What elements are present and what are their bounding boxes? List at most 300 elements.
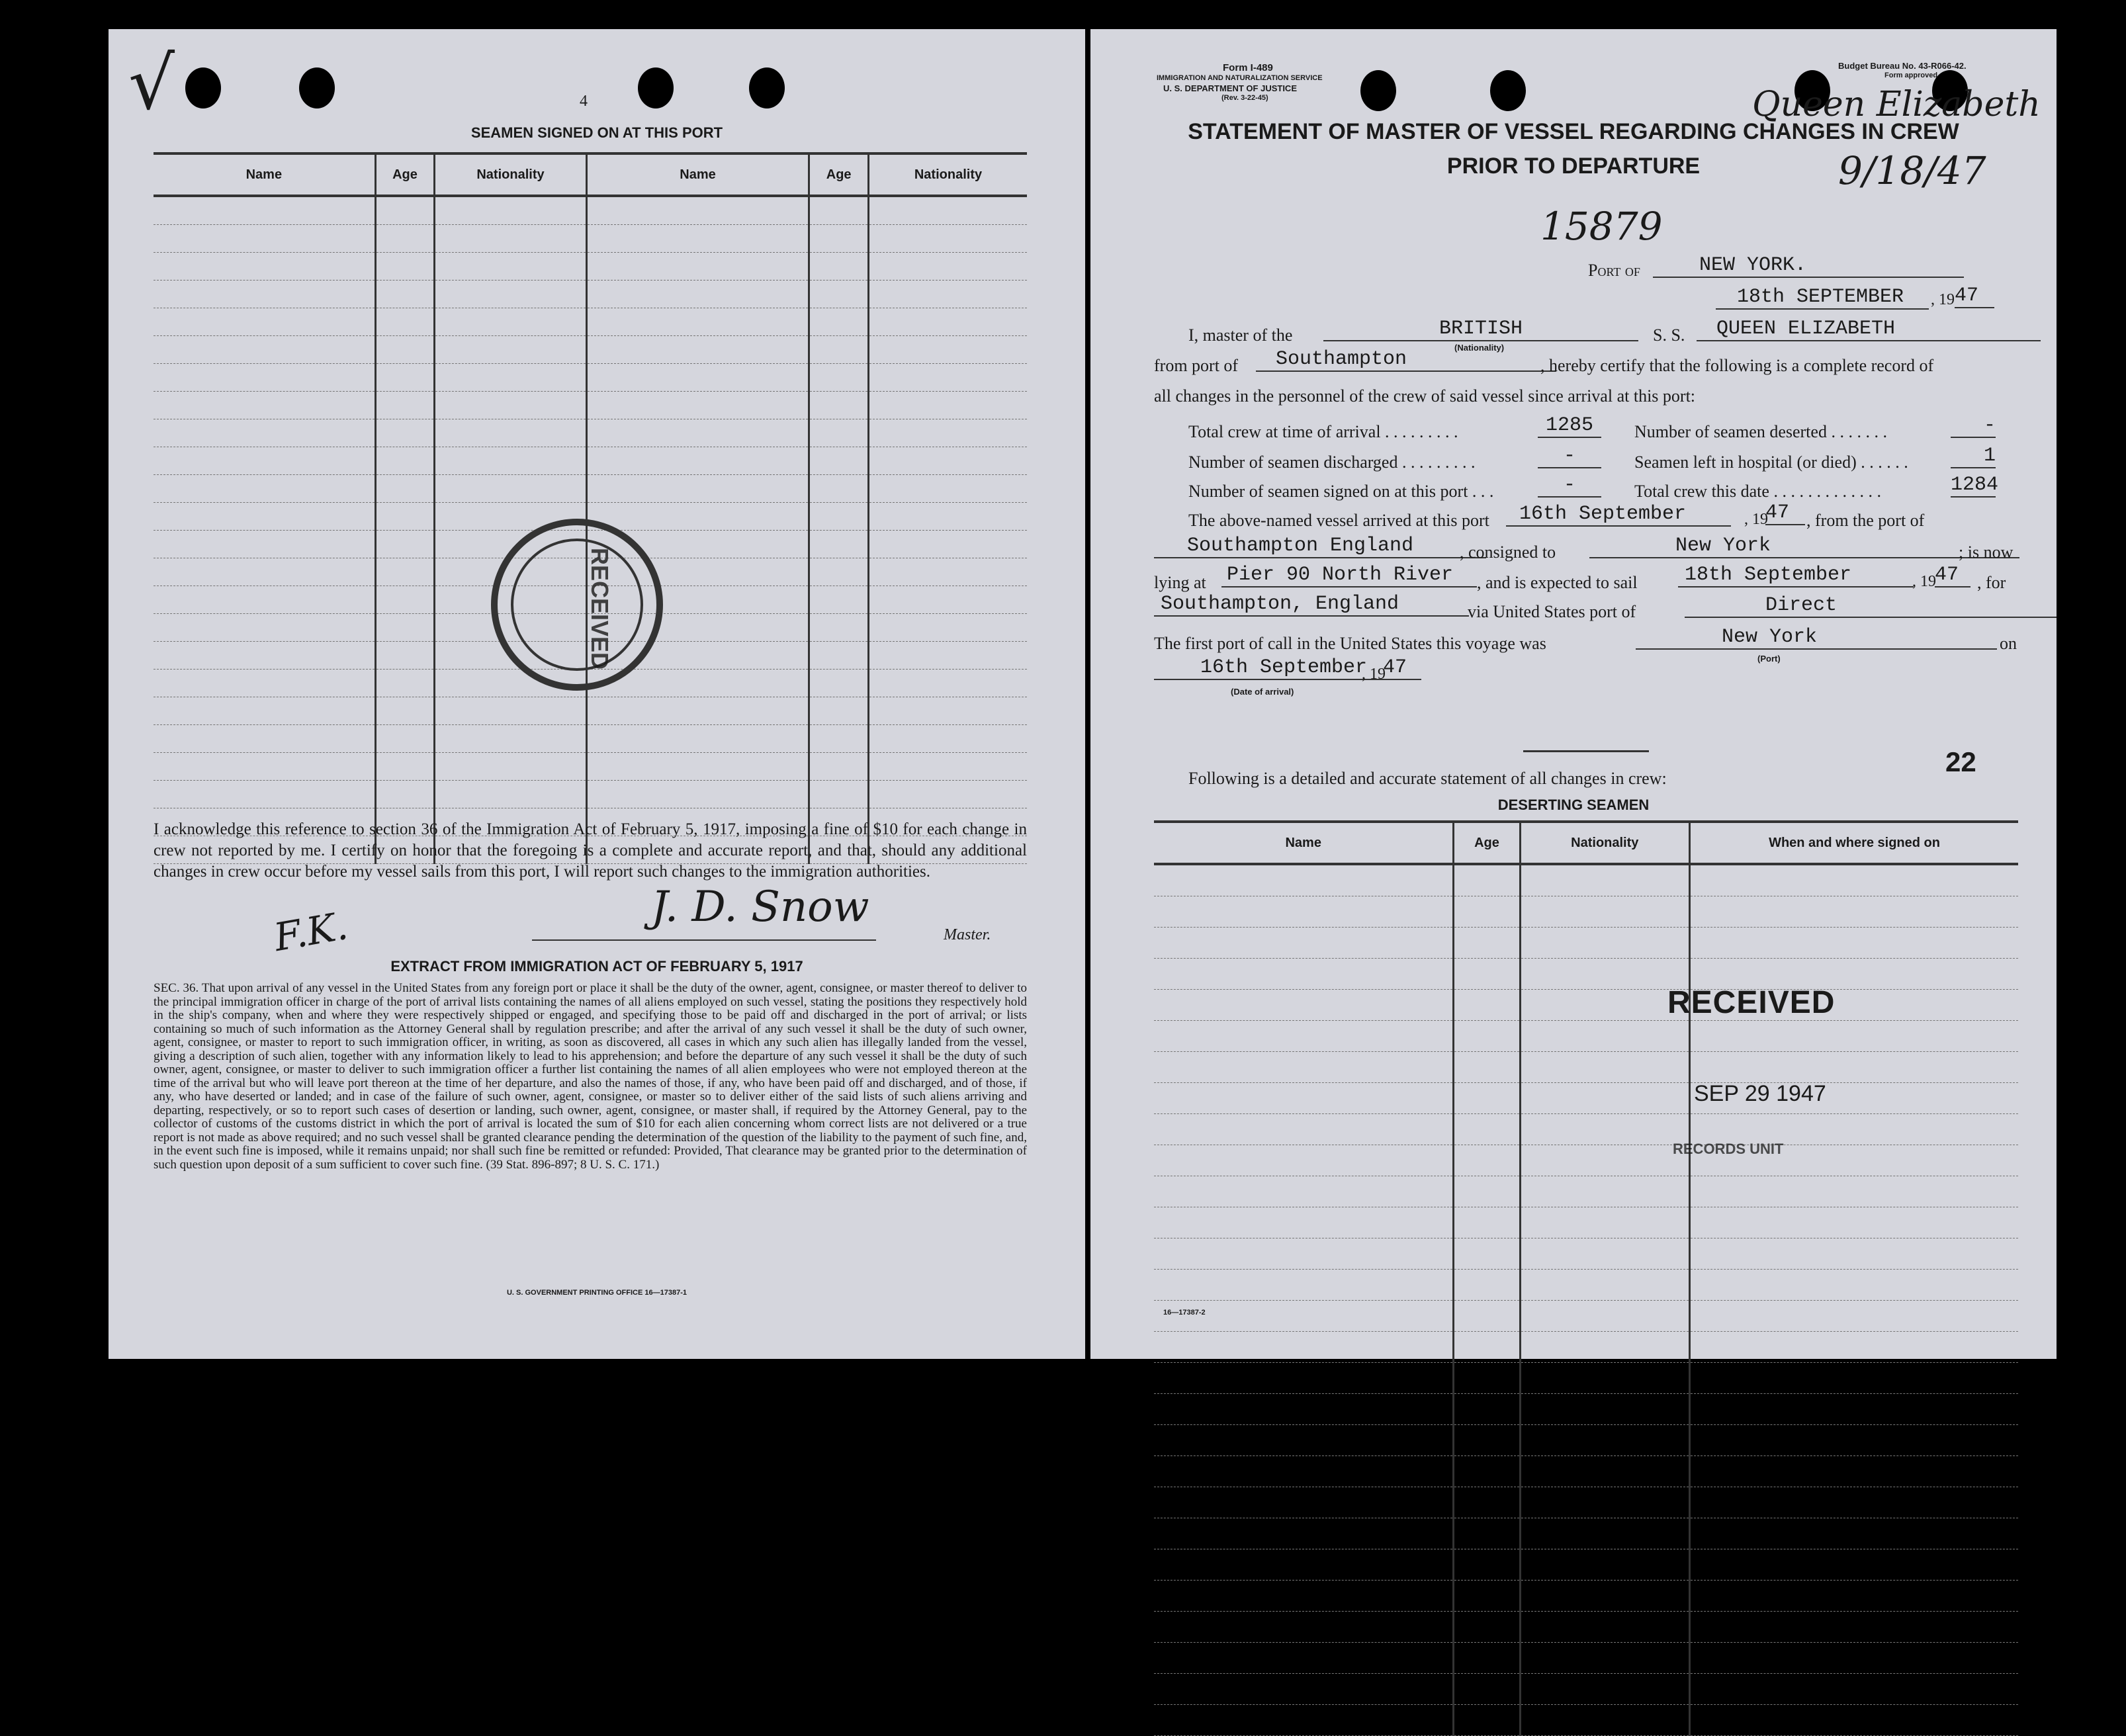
table-cell [586,308,809,336]
table-row [1154,990,2018,1021]
budget-bureau-number: Budget Bureau No. 43-R066-42. [1838,61,1967,71]
seamen-signed-on-table [154,152,1027,864]
count-label-2: Total crew this date . . . . . . . . . . . . . [1634,482,1881,501]
table-cell [1520,1052,1690,1083]
table-cell [1690,1674,2018,1705]
table-cell [1520,959,1690,990]
acknowledgment-text: I acknowledge this reference to section 36 of the Immigration Act of February 5, 1917, imposing a fine of $10 for each change in crew not reported by me. I certify on honor that the foregoing is a complete and accurate report, and that, should any additional changes in crew occur before my vessel sails from this port, I will report such changes to the immigration authorities. [154,820,1027,881]
table-row [154,697,1027,725]
count-label-2: Number of seamen deserted . . . . . . . [1634,422,1887,441]
count-value: 1285 [1538,414,1601,438]
via-label: via United States port of [1468,602,1636,621]
file-number: 15879 [1540,204,1663,249]
nationality-value: BRITISH [1323,318,1638,341]
section-title: SEAMEN SIGNED ON AT THIS PORT [470,124,723,141]
table-cell [809,392,869,419]
master-label: Master. [944,926,991,943]
table-cell [586,725,809,753]
table-cell [1154,1145,1454,1176]
table-cell [154,642,375,670]
from-port-label: from port of [1154,356,1239,375]
consigned-value: New York [1589,535,2019,558]
table-cell [1690,1207,2018,1238]
table-cell [868,725,1027,753]
table-cell [1520,1021,1690,1052]
table-cell [375,614,435,642]
table-cell [868,614,1027,642]
table-row [1154,959,2018,990]
table-cell [809,281,869,308]
table-row [154,281,1027,308]
table-cell [1154,1052,1454,1083]
table-cell [868,753,1027,781]
table-cell [1690,896,2018,928]
table-cell [809,364,869,392]
table-cell [1520,1612,1690,1643]
table-cell [809,253,869,281]
port-caption: (Port) [1757,654,1781,664]
table-cell [1454,1518,1520,1549]
table-cell [586,281,809,308]
col-nationality: Nationality [1520,822,1690,864]
table-cell [154,447,375,475]
table-cell [586,697,809,725]
table-cell [868,419,1027,447]
table-cell [1520,1674,1690,1705]
table-cell [1154,1549,1454,1581]
table-cell [1154,1114,1454,1145]
table-cell [1454,990,1520,1021]
table-row [154,725,1027,753]
table-cell [1154,896,1454,928]
changes-label: Following is a detailed and accurate statement of all changes in crew: [1188,769,1667,788]
table-cell [375,419,435,447]
table-cell [1154,1270,1454,1301]
table-cell [1520,928,1690,959]
table-row [154,392,1027,419]
divider-rule [1523,750,1649,752]
expected-year-prefix: , 19 [1912,573,1936,590]
deserting-seamen-table [1154,820,2018,1736]
table-cell [1154,864,1454,896]
table-cell [435,225,586,253]
table-row [154,753,1027,781]
deserting-title: DESERTING SEAMEN [1497,797,1650,813]
right-page [1090,29,2057,1359]
table-cell [1520,1363,1690,1394]
table-cell [154,308,375,336]
certify-text: , hereby certify that the following is a complete record of [1540,356,1934,375]
table-row [154,308,1027,336]
table-row [154,447,1027,475]
punch-hole [1360,70,1396,111]
col-name: Name [154,153,375,196]
for-label: , for [1977,573,2006,592]
table-row [154,225,1027,253]
table-cell [1154,1207,1454,1238]
table-cell [1154,1612,1454,1643]
table-cell [868,781,1027,808]
arrival-year-prefix: , 19 [1362,666,1386,683]
table-cell [1520,1705,1690,1736]
table-cell [586,253,809,281]
table-cell [1520,1176,1690,1207]
handwritten-count: 22 [1945,746,1976,777]
count-label: Total crew at time of arrival . . . . . . . . . [1188,422,1458,441]
from-the-port-value: Southampton England [1154,535,1486,558]
table-cell [1454,1207,1520,1238]
table-row [1154,1301,2018,1332]
count-value: - [1538,474,1601,498]
table-cell [868,196,1027,225]
punch-hole [1490,70,1526,111]
table-cell [1154,928,1454,959]
table-cell [1454,1643,1520,1674]
table-cell [154,586,375,614]
table-cell [1520,1332,1690,1363]
punch-hole [299,67,335,108]
table-cell [154,225,375,253]
table-cell [435,447,586,475]
table-row [1154,1581,2018,1612]
table-cell [1454,1612,1520,1643]
table-cell [154,336,375,364]
table-cell [375,781,435,808]
table-cell [375,308,435,336]
table-cell [1454,1549,1520,1581]
table-cell [868,253,1027,281]
table-cell [1520,1581,1690,1612]
received-stamp-dept: RECORDS UNIT [1673,1141,1784,1157]
table-cell [154,697,375,725]
arrived-value: 16th September [1506,503,1731,527]
left-footer: U. S. GOVERNMENT PRINTING OFFICE 16—17387-1 [506,1289,687,1297]
table-cell [375,281,435,308]
table-cell [1454,864,1520,896]
table-cell [435,475,586,503]
destination-value: Southampton, England [1154,593,1469,617]
table-cell [809,781,869,808]
table-cell [1690,1581,2018,1612]
port-value: NEW YORK. [1653,254,1964,278]
signature-line [532,939,876,941]
table-cell [435,392,586,419]
table-cell [1454,1270,1520,1301]
extract-body: SEC. 36. That upon arrival of any vessel in the United States from any foreign port or place it shall be the duty of the owner, agent, consignee, or master thereof to deliver to the principal immigration officer in charge of the port of arrival lists containing the names of all aliens employed on such vessel, stating the positions they respectively hold in the ship's company, when and where they were respectively shipped or engaged, and specifying those to be paid off and discharged in the port of arrival; or lists containing so much of such information as the Attorney General shall by regulation prescribe; and after the arrival of any such vessel it shall be the duty of such owner, agent, consignee, or master to report to such immigration officer, in writing, as soon as discovered, all cases in which any such alien has illegally landed from the vessel, giving a description of such alien, together with any information likely to lead to his apprehension; and before the departure of any such vessel it shall be the duty of such owner, agent, consignee, or master to deliver to such immigration officer a further list containing the names of all alien employees who were not employed thereon at the time of the arrival but who will leave port thereon at the time of her departure, and also the names of those, if any, who have been paid off and discharged, and of those, if any, who have deserted or landed; and in case of the failure of such owner, agent, consignee, or master so to deliver either of the said lists of such aliens arriving and departing, respectively, or so to report such cases of desertion or landing, such owner, agent, consignee, or master shall, if required by the Attorney General, pay to the collector of customs of the customs district in which the port of arrival is located the sum of $10 for each alien concerning whom correct lists are not delivered or a true report is not made as above required; and no such vessel shall be granted clearance pending the determination of the question of the liability to the payment of such fine, and, in the event such fine is imposed, while it remains unpaid; nor shall such fine be remitted or refunded: Provided, That clearance may be granted prior to the determination of such question upon deposit of a sum sufficient to cover such fine. (39 Stat. 896-897; 8 U. S. C. 171.) [154,981,1027,1172]
table-cell [1690,928,2018,959]
table-row [1154,1176,2018,1207]
table-cell [868,392,1027,419]
table-cell [154,281,375,308]
table-row [1154,1145,2018,1176]
table-cell [809,697,869,725]
table-cell [868,308,1027,336]
table-cell [1154,1456,1454,1487]
table-cell [586,781,809,808]
arrived-label: The above-named vessel arrived at this port [1188,511,1489,530]
table-cell [1454,1705,1520,1736]
table-cell [1154,1705,1454,1736]
master-of-label: I, master of the [1188,326,1293,345]
port-label: Port of [1588,261,1640,280]
table-cell [154,503,375,531]
table-cell [1154,990,1454,1021]
from-the-port-label: , from the port of [1806,511,1925,530]
table-cell [1520,864,1690,896]
table-cell [809,447,869,475]
table-cell [1520,1270,1690,1301]
table-cell [375,253,435,281]
table-cell [435,281,586,308]
table-cell [375,531,435,558]
table-cell [1690,1425,2018,1456]
table-cell [809,336,869,364]
table-cell [154,781,375,808]
table-cell [1454,1083,1520,1114]
table-row [154,196,1027,225]
agency-line-2: U. S. DEPARTMENT OF JUSTICE [1163,83,1297,93]
table-cell [1154,1083,1454,1114]
table-row [1154,1643,2018,1674]
table-row [1154,928,2018,959]
table-cell [1690,1052,2018,1083]
table-cell [1690,1238,2018,1270]
table-cell [1520,990,1690,1021]
arrived-year-prefix: , 19 [1744,511,1768,528]
table-cell [435,725,586,753]
table-row [1154,1052,2018,1083]
handwritten-ship-name: Queen Elizabeth [1752,85,2041,124]
table-row [1154,1549,2018,1581]
master-signature: J. D. Snow [651,883,869,932]
table-cell [435,753,586,781]
table-cell [1690,1705,2018,1736]
date-year: 47 [1955,284,1994,308]
table-cell [1154,1487,1454,1518]
table-cell [154,364,375,392]
arrived-year: 47 [1765,501,1805,525]
table-cell [1690,1301,2018,1332]
table-cell [1454,1581,1520,1612]
table-row [1154,1425,2018,1456]
table-cell [1154,1581,1454,1612]
table-cell [1154,1363,1454,1394]
table-cell [1154,1238,1454,1270]
table-row [154,253,1027,281]
on-label: on [2000,634,2017,653]
first-port-label: The first port of call in the United States this voyage was [1154,634,1546,653]
table-row [1154,1705,2018,1736]
table-cell [375,558,435,586]
table-cell [1690,1549,2018,1581]
expected-year: 47 [1935,564,1971,587]
table-cell [809,725,869,753]
table-cell [1154,1021,1454,1052]
table-row [1154,1487,2018,1518]
count-label: Number of seamen signed on at this port . . . [1188,482,1494,501]
table-cell [1454,1425,1520,1456]
table-cell [154,725,375,753]
table-cell [1154,1643,1454,1674]
table-cell [809,642,869,670]
table-cell [435,308,586,336]
received-stamp-date: SEP 29 1947 [1694,1081,1826,1106]
table-row [1154,1394,2018,1425]
table-cell [1454,1332,1520,1363]
table-cell [375,753,435,781]
table-cell [1454,1674,1520,1705]
table-cell [154,392,375,419]
extract-title: EXTRACT FROM IMMIGRATION ACT OF FEBRUARY 5, 1917 [390,958,803,975]
table-cell [1520,1549,1690,1581]
revision: (Rev. 3-22-45) [1221,94,1268,102]
table-cell [154,670,375,697]
col-name: Name [1154,822,1454,864]
received-stamp: RECEIVED [1667,985,1836,1020]
received-seal-text: RECEIVED [586,547,614,670]
table-cell [868,642,1027,670]
table-cell [586,475,809,503]
count-value-2: 1284 [1951,474,1999,496]
col-age: Age [375,153,435,196]
table-row [1154,1238,2018,1270]
table-cell [1520,1238,1690,1270]
table-cell [868,447,1027,475]
table-cell [1690,1363,2018,1394]
table-cell [809,531,869,558]
table-cell [1690,1176,2018,1207]
table-cell [586,336,809,364]
table-cell [809,558,869,586]
table-cell [868,336,1027,364]
table-cell [1454,1363,1520,1394]
left-page [109,29,1085,1359]
lying-label: lying at [1154,573,1206,592]
table-cell [1520,1207,1690,1238]
table-cell [1454,1456,1520,1487]
table-cell [868,697,1027,725]
table-cell [1520,1083,1690,1114]
table-cell [375,225,435,253]
col-age: Age [1454,822,1520,864]
table-cell [809,225,869,253]
table-cell [435,697,586,725]
table-cell [435,419,586,447]
table-cell [1454,1145,1520,1176]
table-cell [1454,1114,1520,1145]
page-number: 4 [580,93,588,110]
table-cell [1454,1176,1520,1207]
table-cell [435,196,586,225]
table-cell [154,419,375,447]
table-cell [809,419,869,447]
table-cell [809,475,869,503]
table-cell [1690,1643,2018,1674]
table-cell [586,196,809,225]
table-cell [1454,959,1520,990]
table-cell [435,336,586,364]
table-row [1154,1207,2018,1238]
consigned-label: , consigned to [1460,542,1556,562]
table-cell [809,196,869,225]
arrival-year: 47 [1383,656,1421,680]
table-row [1154,864,2018,896]
first-port-value: New York [1636,626,1997,650]
table-cell [375,642,435,670]
expected-value: 18th September [1678,564,1914,587]
table-cell [154,531,375,558]
table-cell [1454,1301,1520,1332]
table-cell [1520,1301,1690,1332]
ss-label: S. S. [1653,326,1685,345]
table-cell [868,364,1027,392]
date-year-prefix: , 19 [1931,291,1955,308]
table-row [1154,1270,2018,1301]
table-cell [868,503,1027,531]
table-cell [1454,1487,1520,1518]
table-cell [586,447,809,475]
right-footer: 16—17387-2 [1163,1309,1206,1317]
table-cell [375,503,435,531]
agency-line-1: IMMIGRATION AND NATURALIZATION SERVICE [1157,74,1323,82]
table-cell [1520,1456,1690,1487]
table-cell [1520,1487,1690,1518]
table-cell [154,475,375,503]
table-cell [375,336,435,364]
table-cell [154,196,375,225]
punch-hole [749,67,785,108]
check-mark: √ [128,41,175,126]
table-cell [1690,1021,2018,1052]
table-cell [1154,1176,1454,1207]
table-cell [1690,864,2018,896]
table-cell [375,475,435,503]
table-row [154,364,1027,392]
table-cell [1520,1425,1690,1456]
punch-hole [638,67,674,108]
table-cell [809,308,869,336]
table-cell [1690,1332,2018,1363]
col-when-where: When and where signed on [1690,822,2018,864]
table-cell [809,614,869,642]
table-cell [375,364,435,392]
punch-hole [185,67,221,108]
table-cell [154,558,375,586]
col-nationality-2: Nationality [868,153,1027,196]
table-cell [1690,1612,2018,1643]
table-cell [586,364,809,392]
form-number: Form I-489 [1223,62,1273,73]
certify-text-2: all changes in the personnel of the crew of said vessel since arrival at this port: [1154,386,1696,406]
table-cell [868,670,1027,697]
table-cell [1520,896,1690,928]
table-row [1154,1674,2018,1705]
table-cell [154,253,375,281]
date-of-arrival-caption: (Date of arrival) [1231,687,1294,697]
table-cell [1520,1394,1690,1425]
table-row [1154,1456,2018,1487]
table-row [1154,1612,2018,1643]
form-approved: Form approved [1884,71,1938,79]
col-age-2: Age [809,153,869,196]
table-row [154,781,1027,808]
table-cell [868,531,1027,558]
table-cell [1154,1394,1454,1425]
count-value-2: 1 [1951,445,1996,468]
from-port-value: Southampton [1256,348,1556,372]
table-cell [1154,1332,1454,1363]
table-cell [375,670,435,697]
